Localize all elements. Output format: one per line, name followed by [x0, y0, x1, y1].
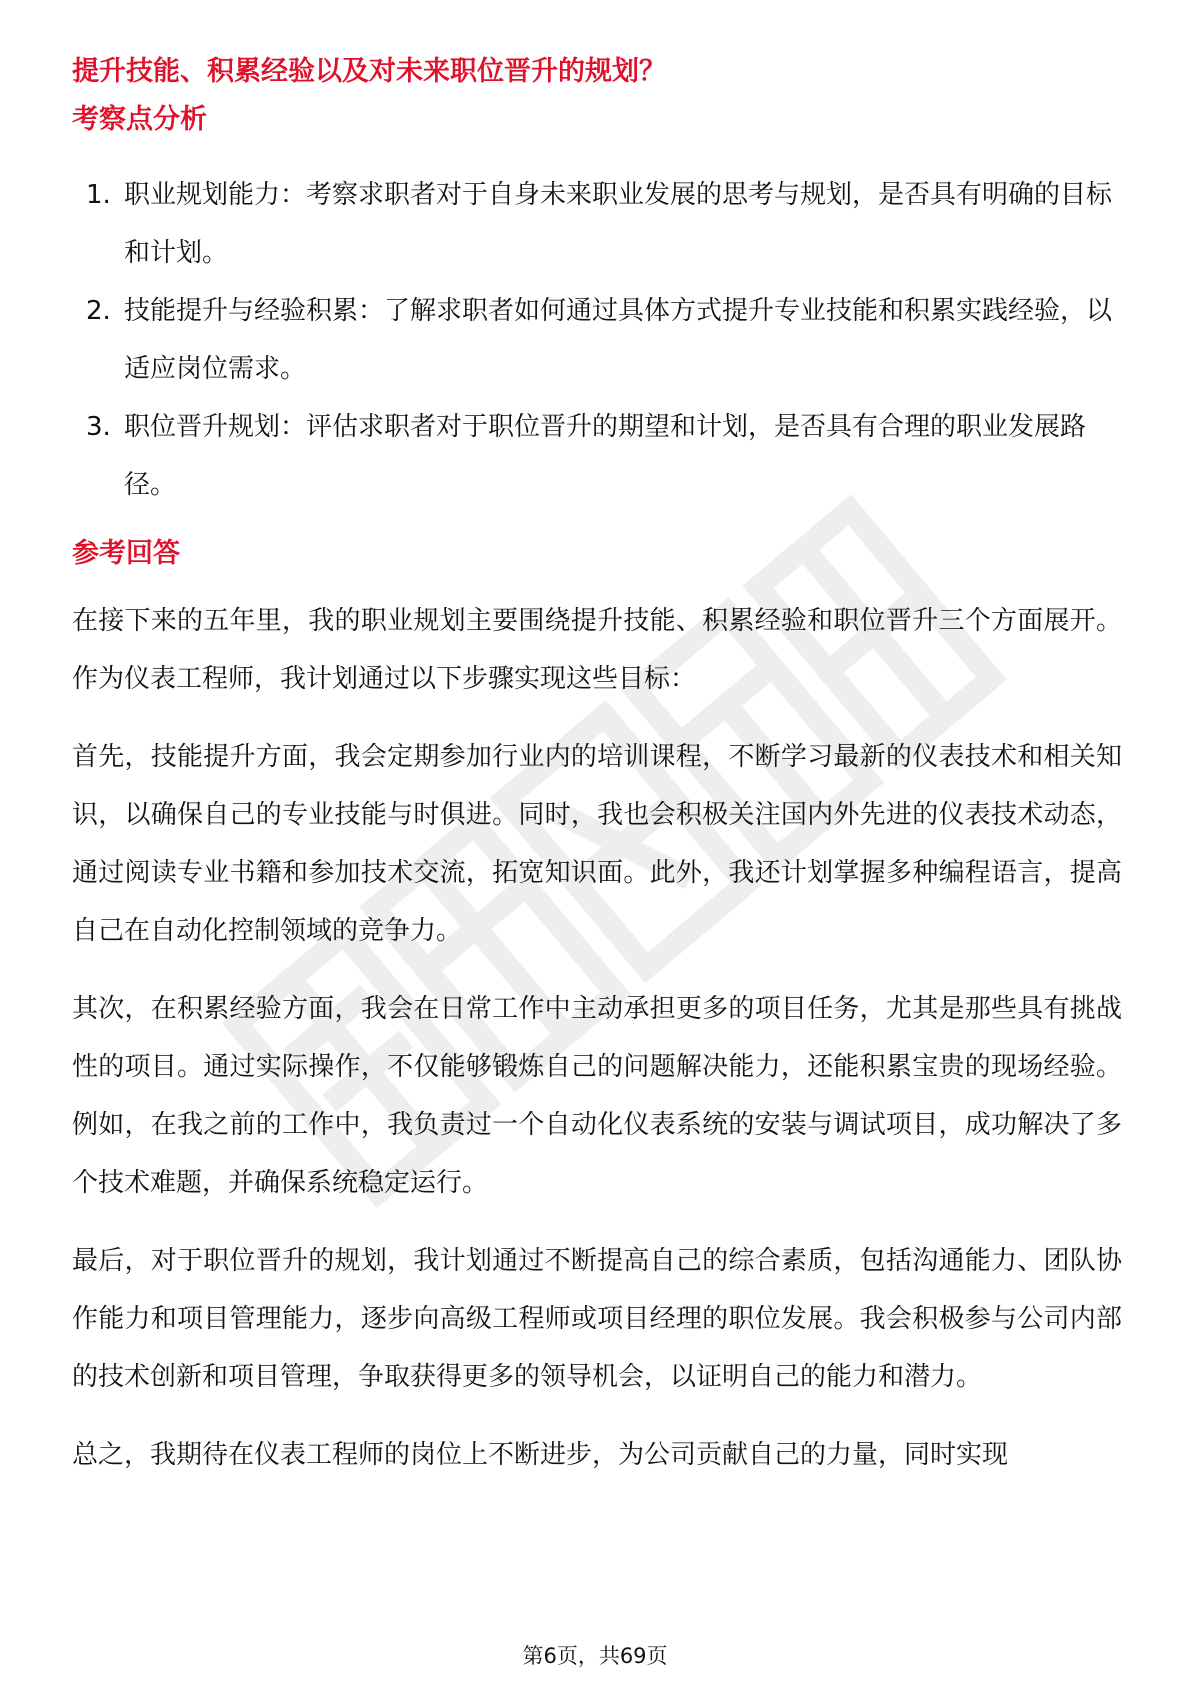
answer-paragraph: 首先，技能提升方面，我会定期参加行业内的培训课程，不断学习最新的仪表技术和相关知识，以确保自己的专业技能与时俱进。同时，我也会积极关注国内外先进的仪表技术动态，通过阅读专业书籍和参加技术交流，拓宽知识面。此外，我还计划掌握多种编程语言，提高自己在自动化控制领域的竞争力。: [72, 742, 1122, 946]
document-content: [72, 40, 1122, 1484]
answer-paragraph: 在接下来的五年里，我的职业规划主要围绕提升技能、积累经验和职位晋升三个方面展开。作为仪表工程师，我计划通过以下步骤实现这些目标：: [72, 606, 1122, 694]
page-number-footer: 第6页，共69页: [522, 1644, 668, 1668]
list-item-number: 2.: [86, 296, 111, 326]
list-item-text: 技能提升与经验积累：了解求职者如何通过具体方式提升专业技能和积累实践经验，以适应岗位需求。: [124, 296, 1113, 384]
answer-paragraph: 总之，我期待在仪表工程师的岗位上不断进步，为公司贡献自己的力量，同时实现: [72, 1440, 1009, 1470]
answer-paragraph: 其次，在积累经验方面，我会在日常工作中主动承担更多的项目任务，尤其是那些具有挑战性的项目。通过实际操作，不仅能够锻炼自己的问题解决能力，还能积累宝贵的现场经验。例如，在我之前的工作中，我负责过一个自动化仪表系统的安装与调试项目，成功解决了多个技术难题，并确保系统稳定运行。: [72, 994, 1122, 1198]
list-item-text: 职业规划能力：考察求职者对于自身未来职业发展的思考与规划，是否具有明确的目标和计划。: [124, 180, 1113, 268]
list-item-number: 1.: [86, 180, 111, 210]
question-heading: 提升技能、积累经验以及对未来职位晋升的规划？: [72, 56, 666, 87]
reference-answer-heading: 参考回答: [72, 538, 180, 569]
analysis-list: [72, 166, 1122, 514]
list-item: [72, 166, 1122, 282]
list-item-number: 3.: [86, 412, 111, 442]
answer-paragraph: 最后，对于职位晋升的规划，我计划通过不断提高自己的综合素质，包括沟通能力、团队协作能力和项目管理能力，逐步向高级工程师或项目经理的职位发展。我会积极参与公司内部的技术创新和项目管理，争取获得更多的领导机会，以证明自己的能力和潜力。: [72, 1246, 1122, 1392]
list-item: [72, 282, 1122, 398]
list-item: [72, 398, 1122, 514]
analysis-heading: 考察点分析: [72, 104, 207, 135]
list-item-text: 职位晋升规划：评估求职者对于职位晋升的期望和计划，是否具有合理的职业发展路径。: [124, 412, 1087, 500]
